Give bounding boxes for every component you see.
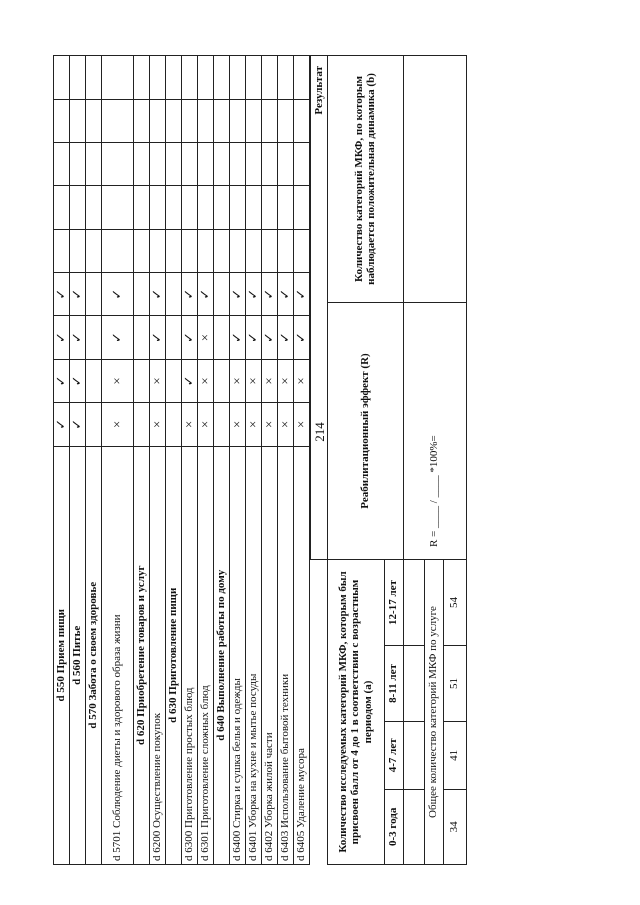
- total-8-11: 51: [443, 646, 466, 722]
- mark-cell: [294, 142, 310, 185]
- mark-cell: [134, 142, 150, 185]
- cross-icon: ×: [198, 403, 214, 446]
- check-icon: ✓: [198, 273, 214, 316]
- check-icon: ✓: [294, 316, 310, 359]
- cross-icon: ×: [150, 359, 166, 402]
- table-row: [198, 56, 214, 865]
- mark-cell: [134, 99, 150, 142]
- mark-cell: [182, 99, 198, 142]
- table-row: [230, 56, 246, 865]
- mark-cell: [198, 229, 214, 272]
- mark-cell: [246, 186, 262, 229]
- mark-cell: [262, 186, 278, 229]
- total-label: Общее количество категорий МКФ по услуге: [424, 560, 443, 865]
- mark-cell: [214, 273, 230, 316]
- mark-cell: [246, 142, 262, 185]
- mark-cell: [246, 56, 262, 100]
- mark-cell: [294, 99, 310, 142]
- check-icon: ✓: [230, 316, 246, 359]
- mark-cell: [70, 99, 86, 142]
- check-icon: ✓: [182, 316, 198, 359]
- value-cell-4-7: [403, 721, 424, 789]
- cross-icon: ×: [230, 359, 246, 402]
- cross-icon: ×: [182, 403, 198, 446]
- age-group-4-7: 4-7 лет: [384, 721, 403, 789]
- mark-cell: [214, 142, 230, 185]
- mark-cell: [54, 186, 70, 229]
- total-0-3: 34: [443, 789, 466, 864]
- mark-cell: [166, 316, 182, 359]
- category-label: d 570 Забота о своем здоровье: [86, 446, 102, 864]
- mark-cell: [214, 99, 230, 142]
- check-icon: ✓: [150, 273, 166, 316]
- cross-icon: ×: [278, 359, 294, 402]
- mark-cell: [230, 99, 246, 142]
- mark-cell: [150, 186, 166, 229]
- mark-cell: [86, 56, 102, 100]
- mark-cell: [166, 359, 182, 402]
- table-row: [278, 56, 294, 865]
- check-icon: ✓: [70, 359, 86, 402]
- check-icon: ✓: [70, 403, 86, 446]
- cross-icon: ×: [294, 403, 310, 446]
- mark-cell: [278, 142, 294, 185]
- results-table: [310, 55, 467, 865]
- mark-cell: [166, 56, 182, 100]
- mark-cell: [86, 229, 102, 272]
- category-label: d 6405 Удаление мусора: [294, 446, 310, 864]
- check-icon: ✓: [102, 316, 134, 359]
- mark-cell: [278, 229, 294, 272]
- mark-cell: [278, 99, 294, 142]
- table-row: [54, 56, 70, 865]
- mark-cell: [102, 186, 134, 229]
- check-icon: ✓: [230, 273, 246, 316]
- mark-cell: [246, 229, 262, 272]
- mark-cell: [150, 142, 166, 185]
- check-icon: ✓: [102, 273, 134, 316]
- table-row: [166, 56, 182, 865]
- table-row: [102, 56, 134, 865]
- total-12-17: 54: [443, 560, 466, 646]
- table-row: [134, 56, 150, 865]
- mark-cell: [134, 186, 150, 229]
- mark-cell: [86, 273, 102, 316]
- mark-cell: [166, 142, 182, 185]
- mark-cell: [102, 99, 134, 142]
- mark-cell: [134, 56, 150, 100]
- table-row: [86, 56, 102, 865]
- categories-body: [54, 56, 310, 865]
- table-row: [246, 56, 262, 865]
- mark-cell: [150, 99, 166, 142]
- mark-cell: [182, 56, 198, 100]
- value-cell-12-17: [403, 560, 424, 646]
- mark-cell: [86, 99, 102, 142]
- mark-cell: [166, 403, 182, 446]
- category-label: d 6301 Приготовление сложных блюд: [198, 446, 214, 864]
- total-4-7: 41: [443, 721, 466, 789]
- mark-cell: [278, 56, 294, 100]
- category-label: d 620 Приобретение товаров и услуг: [134, 446, 150, 864]
- mark-cell: [134, 273, 150, 316]
- table-row: [150, 56, 166, 865]
- cross-icon: ×: [102, 359, 134, 402]
- mark-cell: [86, 316, 102, 359]
- mark-cell: [134, 229, 150, 272]
- cross-icon: ×: [262, 403, 278, 446]
- mark-cell: [246, 99, 262, 142]
- category-label: d 550 Прием пищи: [54, 446, 70, 864]
- mark-cell: [198, 142, 214, 185]
- cross-icon: ×: [246, 403, 262, 446]
- age-group-0-3: 0-3 года: [384, 789, 403, 864]
- cross-icon: ×: [294, 359, 310, 402]
- mark-cell: [230, 142, 246, 185]
- category-label: d 640 Выполнение работы по дому: [214, 446, 230, 864]
- mark-cell: [214, 229, 230, 272]
- cross-icon: ×: [198, 316, 214, 359]
- mark-cell: [54, 99, 70, 142]
- category-label: d 630 Приготовление пищи: [166, 446, 182, 864]
- table-row: [294, 56, 310, 865]
- mark-cell: [166, 273, 182, 316]
- mark-cell: [86, 142, 102, 185]
- mark-cell: [198, 186, 214, 229]
- check-icon: ✓: [262, 316, 278, 359]
- mark-cell: [198, 56, 214, 100]
- mark-cell: [102, 142, 134, 185]
- mark-cell: [198, 99, 214, 142]
- table-row: [182, 56, 198, 865]
- table-row: [262, 56, 278, 865]
- mark-cell: [102, 56, 134, 100]
- check-icon: ✓: [54, 403, 70, 446]
- check-icon: ✓: [278, 273, 294, 316]
- rotated-document: [53, 55, 463, 865]
- check-icon: ✓: [294, 273, 310, 316]
- age-group-12-17: 12-17 лет: [384, 560, 403, 646]
- category-label: d 6402 Уборка жилой части: [262, 446, 278, 864]
- mark-cell: [70, 229, 86, 272]
- check-icon: ✓: [246, 273, 262, 316]
- header-b: Количество категорий МКФ, по которым наблюдается положительная динамика (b): [327, 56, 403, 303]
- check-icon: ✓: [54, 316, 70, 359]
- mark-cell: [214, 403, 230, 446]
- mark-cell: [294, 56, 310, 100]
- mark-cell: [134, 316, 150, 359]
- check-icon: ✓: [182, 359, 198, 402]
- mark-cell: [86, 186, 102, 229]
- mark-cell: [166, 99, 182, 142]
- mark-cell: [294, 229, 310, 272]
- cross-icon: ×: [230, 403, 246, 446]
- header-a: Количество исследуемых категорий МКФ, которым был присвоен балл от 4 до 1 в соответствии с возрастным периодом (a): [327, 560, 384, 865]
- mark-cell: [134, 359, 150, 402]
- mark-cell: [54, 229, 70, 272]
- check-icon: ✓: [54, 273, 70, 316]
- cross-icon: ×: [198, 359, 214, 402]
- table-row: [214, 56, 230, 865]
- mark-cell: [262, 99, 278, 142]
- mark-cell: [262, 229, 278, 272]
- page-number: 214: [312, 422, 327, 442]
- mark-cell: [214, 56, 230, 100]
- mark-cell: [214, 186, 230, 229]
- category-label: d 6401 Уборка на кухне и мытье посуды: [246, 446, 262, 864]
- mark-cell: [294, 186, 310, 229]
- mark-cell: [134, 403, 150, 446]
- category-label: d 6300 Приготовление простых блюд: [182, 446, 198, 864]
- value-cell-0-3: [403, 789, 424, 864]
- cross-icon: ×: [246, 359, 262, 402]
- category-label: d 6403 Использование бытовой техники: [278, 446, 294, 864]
- mark-cell: [70, 56, 86, 100]
- cross-icon: ×: [262, 359, 278, 402]
- mark-cell: [150, 229, 166, 272]
- mark-cell: [214, 359, 230, 402]
- mark-cell: [214, 316, 230, 359]
- mark-cell: [230, 186, 246, 229]
- cross-icon: ×: [278, 403, 294, 446]
- check-icon: ✓: [150, 316, 166, 359]
- mark-cell: [166, 186, 182, 229]
- check-icon: ✓: [278, 316, 294, 359]
- category-label: d 560 Питье: [70, 446, 86, 864]
- mark-cell: [278, 186, 294, 229]
- mark-cell: [182, 186, 198, 229]
- check-icon: ✓: [70, 316, 86, 359]
- category-label: d 6400 Стирка и сушка белья и одежды: [230, 446, 246, 864]
- header-r: Реабилитационный эффект (R): [327, 303, 403, 560]
- check-icon: ✓: [262, 273, 278, 316]
- mark-cell: [86, 359, 102, 402]
- mark-cell: [86, 403, 102, 446]
- cross-icon: ×: [102, 403, 134, 446]
- category-label: d 5701 Соблюдение диеты и здорового образа жизни: [102, 446, 134, 864]
- mark-cell: [70, 186, 86, 229]
- mark-cell: [182, 142, 198, 185]
- check-icon: ✓: [182, 273, 198, 316]
- cross-icon: ×: [150, 403, 166, 446]
- result-label: Результат: [311, 56, 328, 560]
- mark-cell: [150, 56, 166, 100]
- formula-cell: R = ____ / ____ *100%=: [403, 303, 466, 560]
- mark-cell: [230, 56, 246, 100]
- age-group-8-11: 8-11 лет: [384, 646, 403, 722]
- value-cell-b: [403, 56, 466, 303]
- mark-cell: [54, 56, 70, 100]
- mark-cell: [182, 229, 198, 272]
- category-label: d 6200 Осуществление покупок: [150, 446, 166, 864]
- mark-cell: [262, 142, 278, 185]
- value-cell-8-11: [403, 646, 424, 722]
- mark-cell: [166, 229, 182, 272]
- table-row: [70, 56, 86, 865]
- mark-cell: [54, 142, 70, 185]
- check-icon: ✓: [70, 273, 86, 316]
- mark-cell: [102, 229, 134, 272]
- mark-cell: [262, 56, 278, 100]
- check-icon: ✓: [54, 359, 70, 402]
- mark-cell: [230, 229, 246, 272]
- icf-assessment-table: [53, 55, 310, 865]
- check-icon: ✓: [246, 316, 262, 359]
- mark-cell: [70, 142, 86, 185]
